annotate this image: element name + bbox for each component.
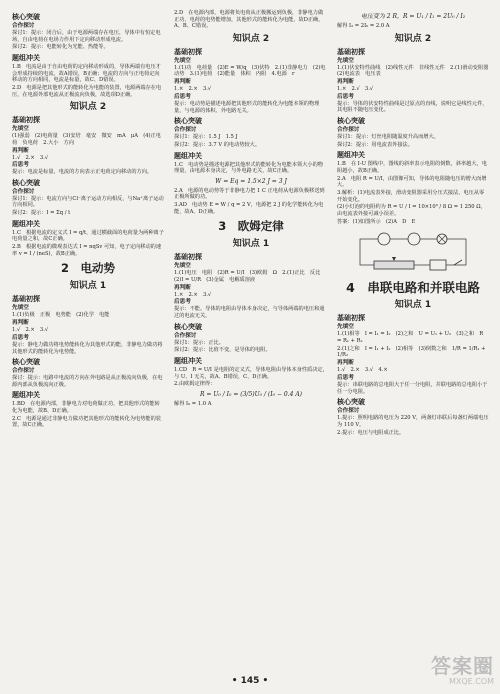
paragraph: 探讨2：提示：3.7 V 的电动势较大。	[174, 141, 261, 148]
watermark-url: MXQE.COM	[448, 677, 494, 686]
heading-core: 核心突破	[337, 116, 365, 125]
heading-core: 核心突破	[174, 322, 202, 331]
paragraph: 探讨1：提示：正比。	[174, 339, 224, 346]
paragraph: 1.(1)功 电荷量 (2)E = W/q (3)伏特 2.(1)非静电力 (2)电动势 3.(1)电荷 (2)能量 体积 内阻 4.电源 r	[174, 64, 326, 78]
section-title: 2 电动势	[60, 261, 115, 276]
paragraph: 解得 I₂ = 2I₀ = 2.0 A	[337, 23, 390, 29]
heading-core: 核心突破	[12, 358, 40, 367]
heading-core: 核心突破	[174, 117, 202, 126]
paragraph: 提示：导体的伏安特性曲线是过原点的直线，说明它是线性元件，其电阻不随电压变化。	[337, 100, 488, 114]
paragraph: (1)强弱 (2)电荷量 (3)安培 毫安 微安 mA μA (4)正电荷 负电荷 2.大小 方向	[12, 133, 161, 146]
paragraph: 提示：串联电路的总电阻大于任一分电阻，并联电路的总电阻小于任一分电阻。	[337, 381, 488, 395]
paragraph: 探讨1：提示：1.5 J 1.5 J	[174, 134, 238, 141]
paragraph: 2.D 在电源内部，电源将负电荷从正极搬运到负极，非静电力做正功，电荷的电势能增加，其他形式的能转化为电能，故D正确，A、B、C错误。	[174, 10, 324, 30]
paragraph: 1.√ 2.× 3.√	[12, 327, 49, 334]
subheading: 合作探讨	[337, 408, 360, 415]
paragraph: 2.C 电源是通过非静电力做功把其他形式的能转化为电势能的装置，故C正确。	[12, 415, 161, 429]
subheading: 先填空	[337, 324, 354, 331]
rheostat-slider-icon	[392, 257, 396, 261]
subheading: 再判断	[12, 147, 29, 154]
subheading: 再判断	[174, 79, 191, 86]
paragraph: 探讨1：提示：灯丝电阻随温度升高而增大。	[337, 133, 439, 140]
subheading: 再判断	[337, 78, 354, 85]
heading-exercises: 题组冲关	[12, 53, 40, 62]
heading-core: 核心突破	[12, 178, 40, 187]
column-middle	[174, 10, 328, 409]
ammeter-icon	[378, 233, 390, 245]
paragraph: 探讨：提示：电路中电流的方向在外电路是从正极流向负极，在电源内部从负极流向正极。	[12, 375, 163, 388]
subheading: 先填空	[12, 126, 29, 133]
heading-exercises: 题组冲关	[12, 391, 40, 400]
paragraph: 1.× 2.× 3.√	[174, 291, 212, 298]
paragraph: 探讨2：提示：I = Σq / t	[12, 210, 71, 217]
heading-exercises: 题组冲关	[337, 151, 365, 160]
paragraph: 1.√ 2.× 3.√ 4.×	[337, 367, 388, 374]
rheostat-icon	[374, 261, 414, 269]
watermark-text: 答案圈	[431, 654, 494, 678]
subheading: 合作探讨	[12, 23, 35, 29]
paragraph: 1.× 2.× 3.√	[174, 86, 212, 93]
subheading: 先填空	[12, 305, 29, 312]
paragraph: 1.BD 在电源内部，非静电力对电荷做正功，把其他形式的能转化为电能，故B、D正确。	[12, 401, 160, 414]
subheading: 再判断	[337, 360, 354, 367]
paragraph: 2.提示：电压与电阻成正比。	[337, 429, 405, 436]
subheading: 再判断	[174, 284, 191, 291]
knowledge-point-title: 知识点 2	[232, 33, 270, 44]
subheading: 先填空	[337, 57, 354, 64]
paragraph: 2.(1)之和 I = I₁ + I₂ (2)相等 (3)倒数之和 1/R = 1/R₁ + 1/R₂	[337, 345, 486, 359]
paragraph: 探讨1：提示：电流方向与Cl⁻离子运动方向相反，与Na⁺离子运动方向相同。	[12, 195, 164, 209]
section-title: 4 串联电路和并联电路	[346, 280, 480, 296]
paragraph: 提示：电流是标量，电流的方向表示正电荷定向移动的方向。	[12, 169, 153, 176]
paragraph: 1.(1)相等 I = I₁ = I₂ (2)之和 U = U₁ + U₂ (3)之和 R = R₁ + R₂	[337, 331, 484, 344]
paragraph: 解得 I₀ = 1.0 A	[174, 400, 212, 407]
switch-icon	[454, 260, 462, 265]
subheading: 后思考	[12, 334, 29, 341]
paragraph: 1.(1)伏安特性曲线 (2)线性元件 非线性元件 2.(1)滑动变阻器 (2)电流表 电压表	[337, 64, 494, 78]
paragraph: 探讨1：提示：闭合后，由于电源两端存在电压，导体中有恒定电场，自由电荷在电场力作用下定向移动形成电流。	[12, 30, 161, 43]
subheading: 合作探讨	[337, 126, 360, 133]
voltmeter-icon	[408, 233, 420, 245]
paragraph: 答案：(1)如图所示 (2)A D E	[337, 218, 416, 225]
subheading: 后思考	[174, 93, 191, 100]
column-right	[337, 10, 494, 437]
paragraph: 2.D 电源是把其他形式的能转化为电能的装置，电源两端存在电压，在电源外部电流从正极流向负极，故选项D正确。	[12, 84, 162, 98]
heading-basics: 基础初探	[12, 295, 40, 304]
heading-exercises: 题组冲关	[12, 219, 40, 228]
knowledge-point-title: 知识点 1	[394, 300, 432, 311]
formula: 电压变为 2 R，R = U₁ / I₁ = 2U₀ / I₂	[360, 13, 466, 20]
paragraph: 探讨2：提示：电能转化为光能、热能等。	[12, 44, 109, 51]
subheading: 后思考	[337, 93, 354, 100]
battery-icon	[430, 260, 446, 270]
knowledge-point-title: 知识点 2	[69, 102, 107, 113]
heading-basics: 基础初探	[174, 253, 202, 262]
paragraph: 1.C 根据电流的定义式 I = q/t，通过横截面的电荷量为两种离子电荷量之和，故C正确。	[12, 229, 164, 243]
knowledge-point-title: 知识点 2	[394, 33, 432, 44]
subheading: 后思考	[174, 299, 191, 306]
paragraph: 1.B 在 I-U 图线中，图线的斜率表示电阻的倒数，斜率越大，电阻越小，故B正确。	[337, 161, 487, 174]
paragraph: 1.(1)负极 正极 电势能 (2)化学 电能	[12, 312, 110, 319]
paragraph: 1.提示：照明电路的电压为 220 V，两盏灯串联后每盏灯两端电压为 110 V。	[337, 415, 489, 428]
paragraph: 提示：电动势是描述电源把其他形式的能转化为电能本领的物理量，与电源的体积、外电路无关。	[174, 100, 320, 114]
subheading: 合作探讨	[174, 127, 197, 134]
heading-core: 核心突破	[337, 398, 365, 407]
heading-core: 核心突破	[12, 13, 40, 21]
paragraph: 探讨2：提示：用电流表外接法。	[337, 141, 413, 148]
circuit-diagram	[354, 229, 472, 273]
subheading: 先填空	[174, 263, 191, 270]
subheading: 合作探讨	[174, 332, 197, 339]
page-number: • 145 •	[231, 676, 269, 686]
subheading: 合作探讨	[12, 188, 35, 195]
paragraph: 提示：静电力做功将电势能转化为其他形式的能，非静电力做功将其他形式的能转化为电势能。	[12, 341, 163, 355]
paragraph: 2.A 电源的电动势等于非静电力把 1 C 正电荷从电源负极移送到正极所做的功。	[174, 187, 325, 201]
subheading: 合作探讨	[12, 368, 35, 375]
paragraph: (2)小灯泡的电阻约为 R = U / I = 10×10³ / 8 Ω = 1 250 Ω，由电流表外接可减小误差。	[337, 204, 486, 218]
watermark-logo	[431, 655, 494, 686]
subheading: 先填空	[174, 57, 191, 64]
paragraph: 2.B 根据电流的微观表达式 I = nqSv 可知，电子定向移动的速率 v = I / (neS)，故B正确。	[12, 244, 162, 257]
section-title: 3 欧姆定律	[218, 219, 284, 234]
paragraph: 1.CD R = U/I 是电阻的定义式，导体电阻由导体本身性质决定，与 U、I 无关，故A、B错误，C、D正确。	[174, 366, 328, 380]
knowledge-point-title: 知识点 1	[232, 239, 270, 250]
heading-exercises: 题组冲关	[174, 356, 202, 365]
paragraph: 1.C 电动势是描述电源把其他形式的能转化为电能本领大小的物理量，由电源本身决定，与外电路无关，故C正确。	[174, 161, 323, 175]
paragraph: 2.A 电阻 R = U/I，由图像可知，导体的电阻随电压的增大而增大。	[337, 175, 487, 189]
knowledge-point-title: 知识点 1	[69, 281, 107, 292]
subheading: 再判断	[12, 320, 29, 327]
paragraph: 1.B 电流是由于自由电荷的定向移动形成的，导体两端有电压才会形成持续的电流，故A错误，B正确；电流的方向与正电荷定向移动的方向相同，电流是标量，故C、D错误。	[12, 63, 161, 84]
paragraph: 3.解析：(1)电流表外接，滑动变阻器采用分压式接法，电压从零开始变化。	[337, 190, 485, 203]
paragraph: 3.AD 电动势 E = W / q = 2 V，电源把 2 J 的化学能转化为电能，故A、D正确。	[174, 202, 324, 215]
subheading: 后思考	[12, 162, 29, 169]
paragraph: 提示：不能。导体的电阻由导体本身决定，与导体两端的电压和通过的电流无关。	[174, 306, 325, 319]
heading-basics: 基础初探	[337, 314, 365, 323]
formula: W = Eq = 1.5×2 J = 3 J	[215, 177, 287, 185]
paragraph: 1.√ 2.× 3.√	[12, 154, 49, 161]
column-left	[12, 10, 164, 430]
paragraph: 1.(1)电压 电阻 (2)R = U/I (3)欧姆 Ω 2.(1)正比 反比 (2)I = U/R (3)金属 电解质溶液	[174, 270, 326, 283]
paragraph: 探讨2：提示：比值不变，是导体的电阻。	[174, 347, 271, 354]
heading-basics: 基础初探	[174, 47, 202, 56]
heading-exercises: 题组冲关	[174, 151, 202, 160]
heading-basics: 基础初探	[337, 47, 365, 56]
formula: R = U₀ / I₀ = (3/5)U₀ / (I₀ − 0.4 A)	[200, 390, 302, 398]
paragraph: 1.× 2.√ 3.√	[337, 85, 374, 92]
paragraph: 2.由欧姆定律得：	[174, 381, 216, 388]
subheading: 后思考	[337, 374, 354, 381]
heading-basics: 基础初探	[12, 116, 40, 125]
